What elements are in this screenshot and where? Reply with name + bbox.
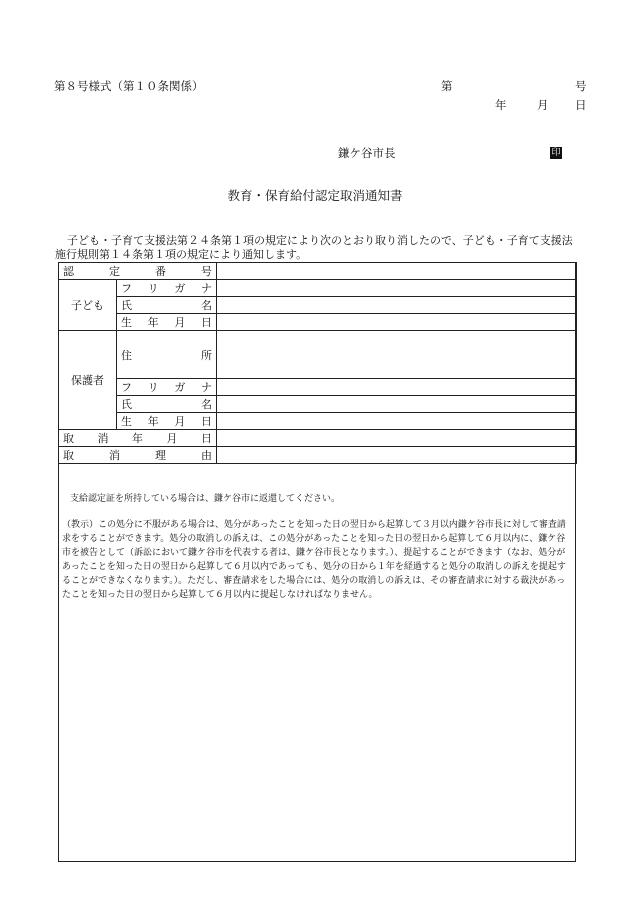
date-day: 日 bbox=[575, 98, 587, 112]
label-guardian-name: 氏 名 bbox=[117, 396, 217, 413]
row-cancel-reason bbox=[59, 447, 577, 464]
value-cancel-date[interactable] bbox=[217, 430, 577, 447]
row-guardian-birthdate bbox=[59, 413, 577, 430]
value-child-name[interactable] bbox=[217, 297, 577, 314]
note-return-certificate: 支給認定証を所持している場合は、鎌ケ谷市に返還してください。 bbox=[70, 494, 341, 504]
note-instruction: （教示）この処分に不服がある場合は、処分があったことを知った日の翌日から起算して３月以内鎌ケ谷市長に対して審査請求をすることができます。処分の取消しの訴えは、この処分があったことを知った日の翌日から起算して６月以内に、鎌ケ谷市を被告として（訴訟において鎌ケ谷市を代表する者は、鎌ケ谷市長となります。）、提起することができます（なお、処分があったことを知った日の翌日から起算して６月以内であっても、処分の日から１年を経過すると処分の取消しの訴えを提起することができなくなります。）。ただし、審査請求をした場合には、処分の取消しの訴えは、その審査請求に対する裁決があったことを知った日の翌日から起算して６月以内に提起しなければなりません。 bbox=[62, 520, 566, 600]
date-month: 月 bbox=[537, 98, 549, 112]
label-child-furigana: フ リ ガ ナ bbox=[117, 280, 217, 297]
value-child-birthdate[interactable] bbox=[217, 314, 577, 331]
value-guardian-furigana[interactable] bbox=[217, 379, 577, 396]
label-guardian: 保護者 bbox=[59, 331, 117, 430]
body-text: 子ども・子育て支援法第２４条第１項の規定により次のとおり取り消したので、子ども・子育て支援法施行規則第１４条第１項の規定により通知します。 bbox=[55, 234, 573, 261]
date-year: 年 bbox=[495, 98, 507, 112]
label-guardian-furigana: フ リ ガ ナ bbox=[117, 379, 217, 396]
label-child-name: 氏 名 bbox=[117, 297, 217, 314]
value-cancel-reason[interactable] bbox=[217, 447, 577, 464]
row-guardian-furigana bbox=[59, 379, 577, 396]
form-table bbox=[58, 262, 577, 464]
row-cancel-date bbox=[59, 430, 577, 447]
issuer-mayor: 鎌ケ谷市長 bbox=[338, 146, 396, 160]
value-guardian-birthdate[interactable] bbox=[217, 413, 577, 430]
value-child-furigana[interactable] bbox=[217, 280, 577, 297]
value-cert-number[interactable] bbox=[217, 263, 577, 280]
label-cert-number: 認 定 番 号 bbox=[59, 263, 217, 280]
value-guardian-name[interactable] bbox=[217, 396, 577, 413]
label-cancel-date: 取 消 年 月 日 bbox=[59, 430, 217, 447]
row-guardian-address bbox=[59, 331, 577, 379]
row-cert-number bbox=[59, 263, 577, 280]
document-title: 教育・保育給付認定取消通知書 bbox=[227, 188, 403, 203]
label-cancel-reason: 取 消 理 由 bbox=[59, 447, 217, 464]
form-number: 第８号様式（第１０条関係） bbox=[54, 79, 204, 93]
row-child-furigana bbox=[59, 280, 577, 297]
document-number-prefix: 第 bbox=[441, 79, 453, 93]
row-child-birthdate bbox=[59, 314, 577, 331]
label-guardian-address: 住 所 bbox=[117, 331, 217, 379]
seal-mark: 印 bbox=[551, 148, 561, 158]
row-guardian-name bbox=[59, 396, 577, 413]
label-child: 子ども bbox=[59, 280, 117, 331]
label-guardian-birthdate: 生 年 月 日 bbox=[117, 413, 217, 430]
value-guardian-address[interactable] bbox=[217, 331, 577, 379]
row-child-name bbox=[59, 297, 577, 314]
label-child-birthdate: 生 年 月 日 bbox=[117, 314, 217, 331]
document-number-suffix: 号 bbox=[575, 79, 587, 93]
notes-section bbox=[62, 492, 574, 614]
